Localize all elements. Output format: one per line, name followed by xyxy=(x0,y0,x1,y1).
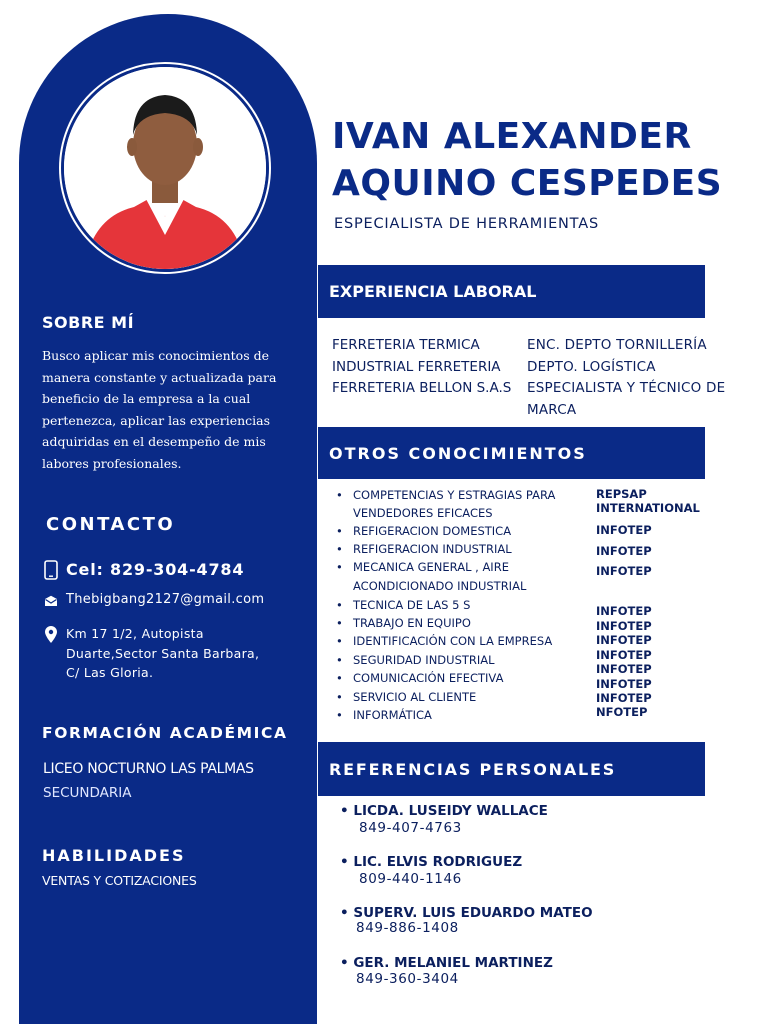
company-2: INDUSTRIAL FERRETERIA xyxy=(332,358,501,375)
role-2: DEPTO. LOGÍSTICA xyxy=(527,358,656,375)
knowledge-source: INFOTEP xyxy=(596,648,652,662)
skills-heading: HABILIDADES xyxy=(42,846,186,865)
mail-icon xyxy=(42,592,60,607)
knowledge-source: INFOTEP xyxy=(596,564,652,578)
knowledge-source: INFOTEP xyxy=(596,523,652,537)
references-heading: REFERENCIAS PERSONALES xyxy=(329,759,617,779)
reference-phone: 849-886-1408 xyxy=(356,920,459,936)
knowledge-heading-band xyxy=(318,427,705,479)
role-4: MARCA xyxy=(527,401,577,418)
knowledge-source: INFOTEP xyxy=(596,619,652,633)
reference-name: • LICDA. LUSEIDY WALLACE xyxy=(340,803,548,819)
knowledge-source: INFOTEP xyxy=(596,662,652,676)
full-name xyxy=(332,113,722,207)
skills-item: VENTAS Y COTIZACIONES xyxy=(42,873,197,888)
location-pin-icon xyxy=(42,624,60,644)
reference-phone: 849-360-3404 xyxy=(356,971,459,987)
reference-name: • GER. MELANIEL MARTINEZ xyxy=(340,955,553,971)
education-level: SECUNDARIA xyxy=(43,785,132,801)
role-1: ENC. DEPTO TORNILLERÍA xyxy=(527,337,707,353)
profile-photo-illustration xyxy=(64,67,266,269)
experience-companies xyxy=(332,335,511,400)
job-title: ESPECIALISTA DE HERRAMIENTAS xyxy=(334,216,599,232)
contact-phone: Cel: 829-304-4784 xyxy=(66,560,245,579)
reference-name: • SUPERV. LUIS EDUARDO MATEO xyxy=(340,905,593,921)
address-line-2: Duarte,Sector Santa Barbara, xyxy=(66,645,260,661)
contact-email-row xyxy=(42,592,264,607)
knowledge-source: INFOTEP xyxy=(596,691,652,705)
role-3: ESPECIALISTA Y TÉCNICO DE xyxy=(527,380,726,396)
contact-address xyxy=(66,624,259,683)
name-line-2: AQUINO CESPEDES xyxy=(332,163,723,204)
experience-heading-band xyxy=(318,265,705,318)
knowledge-heading: OTROS CONOCIMIENTOS xyxy=(329,443,587,463)
education-heading: FORMACIÓN ACADÉMICA xyxy=(42,724,288,742)
knowledge-source: NFOTEP xyxy=(596,705,648,719)
experience-heading: EXPERIENCIA LABORAL xyxy=(329,282,537,301)
references-heading-band xyxy=(318,742,705,796)
knowledge-source: INFOTEP xyxy=(596,677,652,691)
contact-email: Thebigbang2127@gmail.com xyxy=(66,592,265,607)
reference-phone: 849-407-4763 xyxy=(359,820,462,836)
knowledge-source: INFOTEP xyxy=(596,544,652,558)
company-1: FERRETERIA TERMICA xyxy=(332,337,480,353)
name-line-1: IVAN ALEXANDER xyxy=(332,116,692,157)
about-heading: SOBRE MÍ xyxy=(42,313,135,332)
contact-heading: CONTACTO xyxy=(46,514,176,535)
education-school: LICEO NOCTURNO LAS PALMAS xyxy=(43,761,254,777)
knowledge-source: REPSAP xyxy=(596,487,647,501)
contact-address-row xyxy=(42,624,259,683)
company-3: FERRETERIA BELLON S.A.S xyxy=(332,380,512,396)
address-line-1: Km 17 1/2, Autopista xyxy=(66,626,204,641)
contact-phone-row xyxy=(42,560,244,580)
experience-roles xyxy=(527,335,725,421)
phone-icon xyxy=(42,560,60,580)
about-text: Busco aplicar mis conocimientos de manera constante y actualizada para beneficio de la empresa a la cual pertenezca, aplicar las experiencias adquiridas en el desempeño de mis labores profesionales. xyxy=(42,348,277,471)
address-line-3: C/ Las Gloria. xyxy=(66,665,154,680)
profile-photo xyxy=(64,67,266,269)
reference-name: • LIC. ELVIS RODRIGUEZ xyxy=(340,854,523,870)
knowledge-source: INTERNATIONAL xyxy=(596,501,700,515)
knowledge-source: INFOTEP xyxy=(596,633,652,647)
reference-phone: 809-440-1146 xyxy=(359,871,462,887)
knowledge-source: INFOTEP xyxy=(596,604,652,618)
